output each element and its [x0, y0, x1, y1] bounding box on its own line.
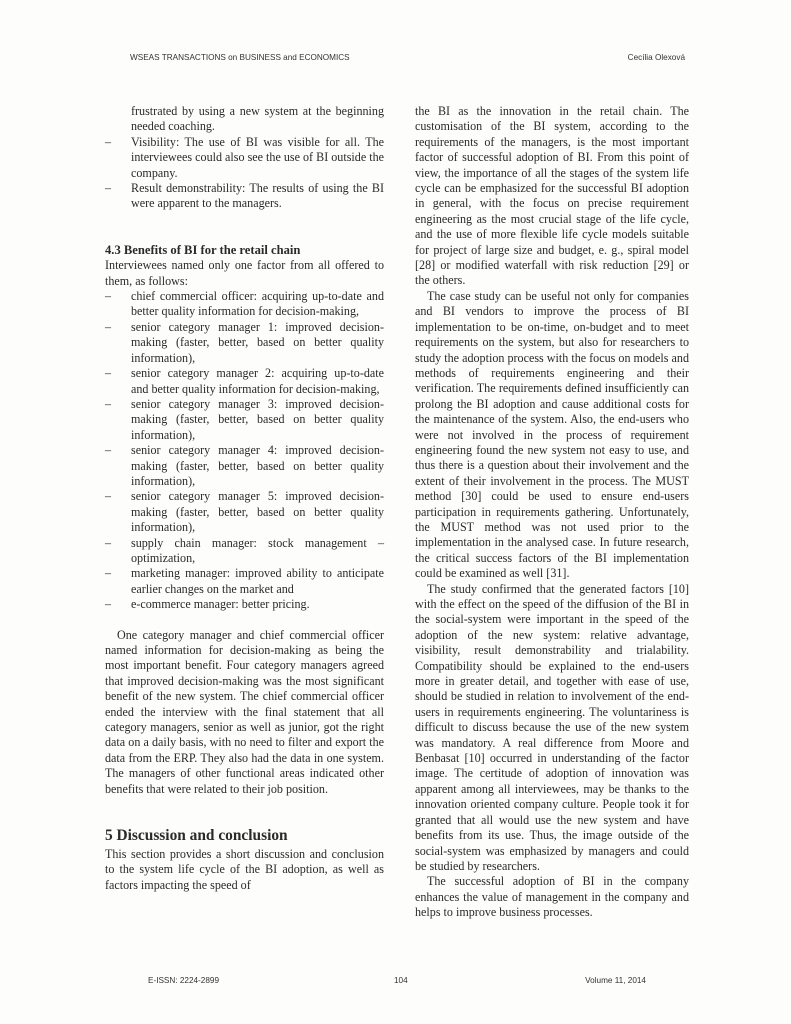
- list-item: – Visibility: The use of BI was visible for all. The interviewees could also see the use of BI outside the company.: [105, 135, 384, 181]
- list-item: – senior category manager 1: improved decision-making (faster, better, based on better quality information),: [105, 320, 384, 366]
- list-item: – marketing manager: improved ability to anticipate earlier changes on the market and: [105, 566, 384, 597]
- benefits-list: [105, 289, 384, 613]
- factor-list: [105, 135, 384, 212]
- right-column: [415, 104, 689, 921]
- author-name: Cecília Olexová: [627, 53, 685, 62]
- body-paragraph: the BI as the innovation in the retail chain. The customisation of the BI system, according to the requirements of the managers, is the most important factor of successful adoption of BI. From this point of view, the importance of all the stages of the system life cycle can be emphasized for the successful BI adoption in general, with the focus on precise requirement engineering as the most crucial stage of the life cycle, and the use of more flexible life cycle models suitable for project of large size and budget, e. g., spiral model [28] or modified waterfall with risk reduction [29] or the others.: [415, 104, 689, 288]
- page-number: 104: [394, 976, 408, 985]
- list-item: – chief commercial officer: acquiring up-to-date and better quality information for decision-making,: [105, 289, 384, 320]
- list-continuation: frustrated by using a new system at the beginning needed coaching.: [131, 104, 384, 134]
- issn: E-ISSN: 2224-2899: [148, 976, 220, 985]
- list-item: – e-commerce manager: better pricing.: [105, 597, 384, 612]
- section-heading-4-3: 4.3 Benefits of BI for the retail chain: [105, 242, 301, 257]
- list-item: – Result demonstrability: The results of using the BI were apparent to the managers.: [105, 181, 384, 212]
- section-heading-5: 5 Discussion and conclusion: [105, 827, 288, 845]
- journal-title: WSEAS TRANSACTIONS on BUSINESS and ECONOMICS: [130, 53, 350, 62]
- list-item: – senior category manager 2: acquiring up-to-date and better quality information for decision-making,: [105, 366, 384, 397]
- section-intro: Interviewees named only one factor from all offered to them, as follows:: [105, 258, 384, 288]
- body-paragraph: The successful adoption of BI in the company enhances the value of management in the company and helps to improve business processes.: [415, 874, 689, 920]
- body-paragraph: The case study can be useful not only for companies and BI vendors to improve the process of BI implementation to be on-time, on-budget and to meet requirements on the system, but also for researchers to study the adoption process with the focus on models and methods of requirements engineering and their verification. The requirements defined insufficiently can prolong the BI adoption and cause additional costs for the maintenance of the system. Also, the end-users who were not involved in the process of requirement engineering found the new system not easy to use, and thus there is a question about their involvement and the extent of their involvement in the process. The MUST method [30] could be used to ensure end-users participation in requirements gathering. Unfortunately, the MUST method was not used prior to the implementation in the analysed case. In future research, the critical success factors of the BI implementation could be examined as well [31].: [415, 288, 689, 581]
- list-item: – senior category manager 4: improved decision-making (faster, better, based on better quality information),: [105, 443, 384, 489]
- body-paragraph: One category manager and chief commercial officer named information for decision-making as being the most important benefit. Four category managers agreed that improved decision-making was the most significant benefit of the new system. The chief commercial officer ended the interview with the final statement that all category managers, senior as well as junior, got the right data on a daily basis, with no need to filter and export the data from the ERP. They also had the data in one system. The managers of other functional areas indicated other benefits that were related to their job position.: [105, 627, 384, 796]
- volume: Volume 11, 2014: [585, 976, 646, 985]
- list-item: – senior category manager 5: improved decision-making (faster, better, based on better quality information),: [105, 489, 384, 535]
- body-paragraph: The study confirmed that the generated factors [10] with the effect on the speed of the diffusion of the BI in the social-system were important in the speed of the adoption of the new system: relative advantage, visibility, result demonstrability and trialability. Compatibility should be explained to the end-users more in greater detail, and together with ease of use, should be studied in relation to involvement of the end-users in requirements engineering. The voluntariness is difficult to discuss because the use of the new system was mandatory. A real difference from Moore and Benbasat [10] occurred in understanding of the factor image. The certitude of adoption of innovation was apparent among all interviewees, may be thanks to the innovation oriented company culture. People took it for granted that all would use the new system and have benefits from its use. Thus, the image outside of the social-system was emphasized by managers and could be studied by researchers.: [415, 581, 689, 873]
- list-item: – senior category manager 3: improved decision-making (faster, better, based on better quality information),: [105, 397, 384, 443]
- body-paragraph: This section provides a short discussion and conclusion to the system life cycle of the BI adoption, as well as factors impacting the speed of: [105, 847, 384, 892]
- list-item: – supply chain manager: stock management – optimization,: [105, 536, 384, 567]
- page-footer: [148, 976, 646, 988]
- left-column: [105, 104, 384, 893]
